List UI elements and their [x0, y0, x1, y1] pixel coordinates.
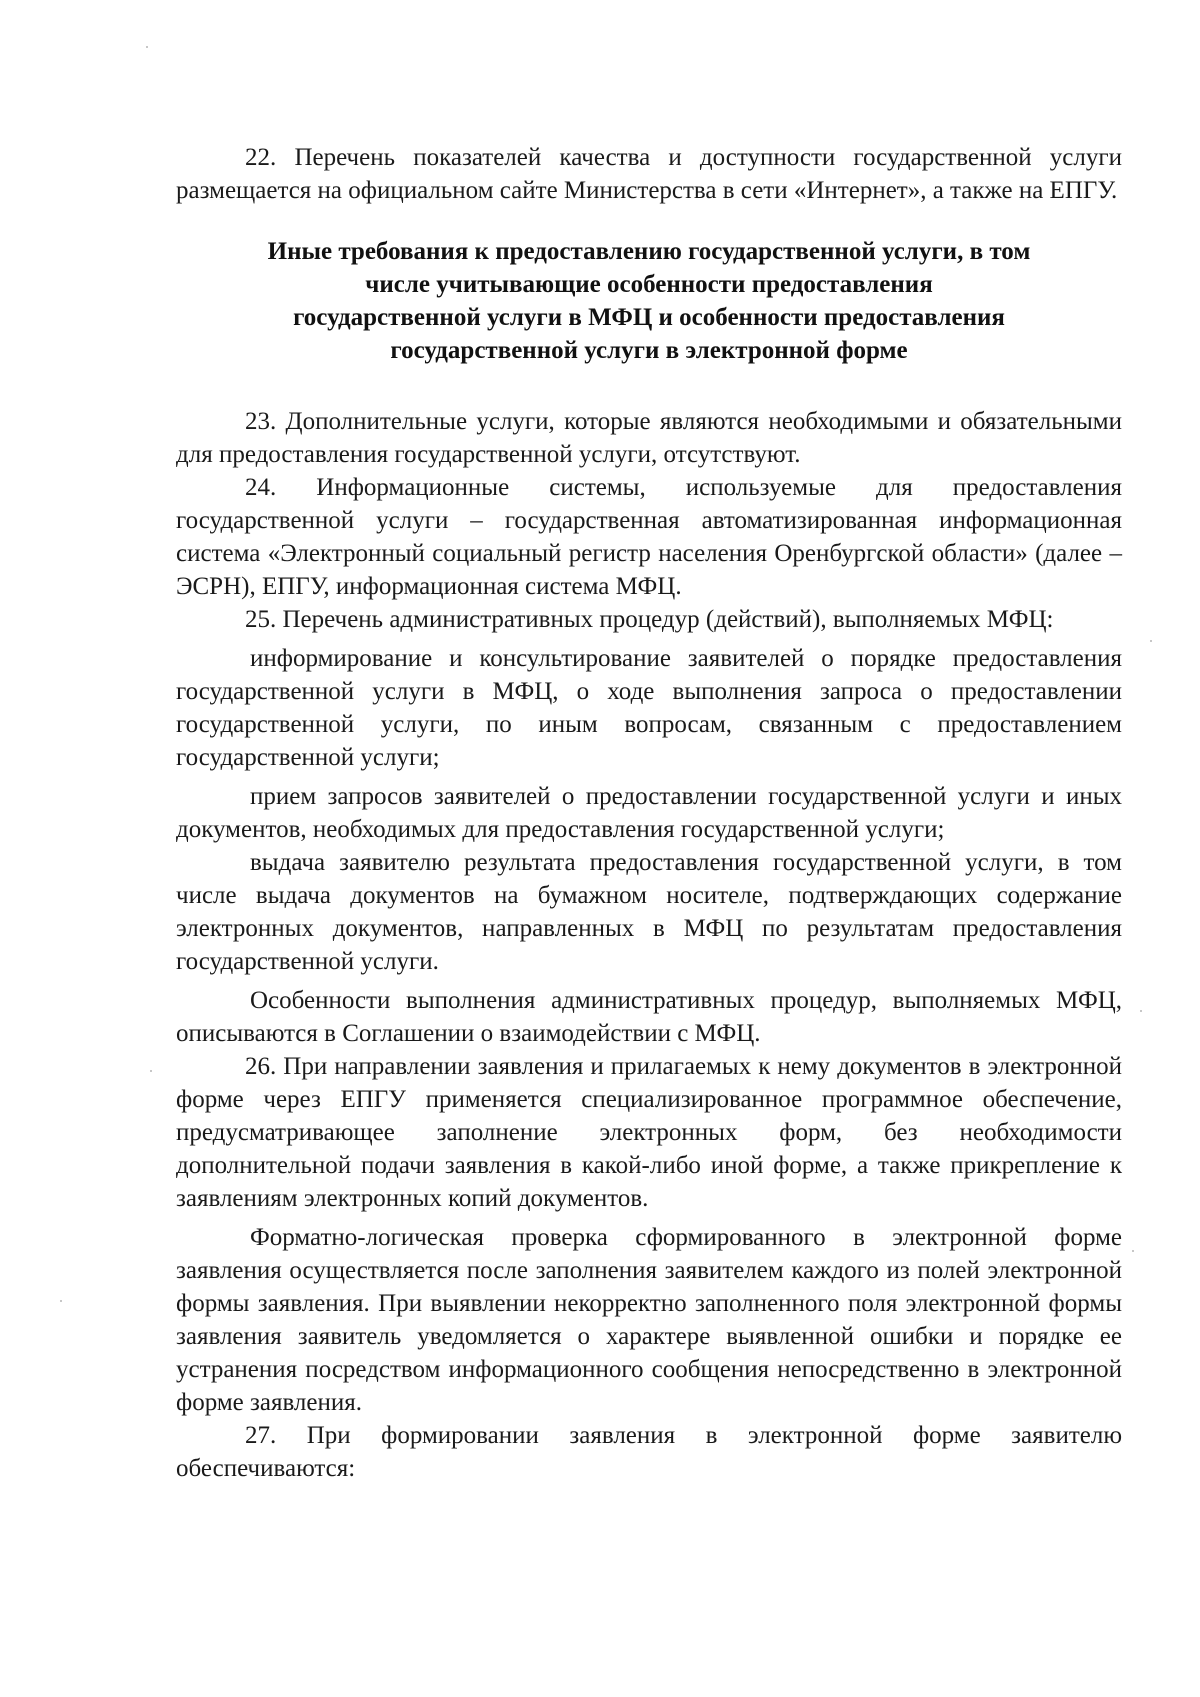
paragraph-25-item: выдача заявителю результата предоставления государственной услуги, в том числе выдача документов на бумажном носителе, подтверждающих содержание электронных документов, направленных в МФЦ по результатам предоставления государственной услуги.	[176, 849, 1122, 975]
paragraph-25-item: информирование и консультирование заявителей о порядке предоставления государственной услуги в МФЦ, о ходе выполнения запроса о предоставлении государственной услуги, по иным вопросам, связанным с предоставлением государственной услуги;	[176, 645, 1122, 771]
section-heading-line: государственной услуги в электронной форме	[390, 337, 908, 364]
scan-speck	[1140, 1010, 1142, 1012]
section-heading-line: государственной услуги в МФЦ и особенности предоставления	[293, 304, 1005, 331]
section-heading-line: числе учитывающие особенности предоставления	[365, 271, 933, 298]
paragraph-23: 23. Дополнительные услуги, которые являются необходимыми и обязательными для предоставления государственной услуги, отсутствуют.	[176, 408, 1122, 468]
paragraph-25-item: прием запросов заявителей о предоставлении государственной услуги и иных документов, необходимых для предоставления государственной услуги;	[176, 783, 1122, 843]
scan-speck	[60, 1300, 62, 1302]
scan-speck	[1150, 640, 1152, 642]
paragraph-27: 27. При формировании заявления в электронной форме заявителю обеспечиваются:	[176, 1422, 1122, 1482]
paragraph-26: 26. При направлении заявления и прилагаемых к нему документов в электронной форме через ЕПГУ применяется специализированное программное обеспечение, предусматривающее заполнение электронных форм, без необходимости дополнительной подачи заявления в какой-либо иной форме, а также прикрепление к заявлениям электронных копий документов.	[176, 1053, 1122, 1212]
scan-speck	[146, 46, 148, 48]
paragraph-25-note: Особенности выполнения административных процедур, выполняемых МФЦ, описываются в Соглашении о взаимодействии с МФЦ.	[176, 987, 1122, 1047]
scan-speck	[1132, 1250, 1134, 1252]
paragraph-24: 24. Информационные системы, используемые для предоставления государственной услуги – государственная автоматизированная информационная система «Электронный социальный регистр населения Оренбургской области» (далее – ЭСРН), ЕПГУ, информационная система МФЦ.	[176, 474, 1122, 600]
document-body	[176, 141, 1122, 1485]
section-heading-line: Иные требования к предоставлению государственной услуги, в том	[267, 238, 1031, 265]
paragraph-25: 25. Перечень административных процедур (действий), выполняемых МФЦ:	[245, 606, 1054, 633]
section-heading	[176, 235, 1122, 367]
paragraph-26-note: Форматно-логическая проверка сформированного в электронной форме заявления осуществляется после заполнения заявителем каждого из полей электронной формы заявления. При выявлении некорректно заполненного поля электронной формы заявления заявитель уведомляется о характере выявленной ошибки и порядке ее устранения посредством информационного сообщения непосредственно в электронной форме заявления.	[176, 1224, 1122, 1416]
scan-speck	[150, 1070, 152, 1072]
paragraph-22: 22. Перечень показателей качества и доступности государственной услуги размещается на официальном сайте Министерства в сети «Интернет», а также на ЕПГУ.	[176, 144, 1122, 204]
